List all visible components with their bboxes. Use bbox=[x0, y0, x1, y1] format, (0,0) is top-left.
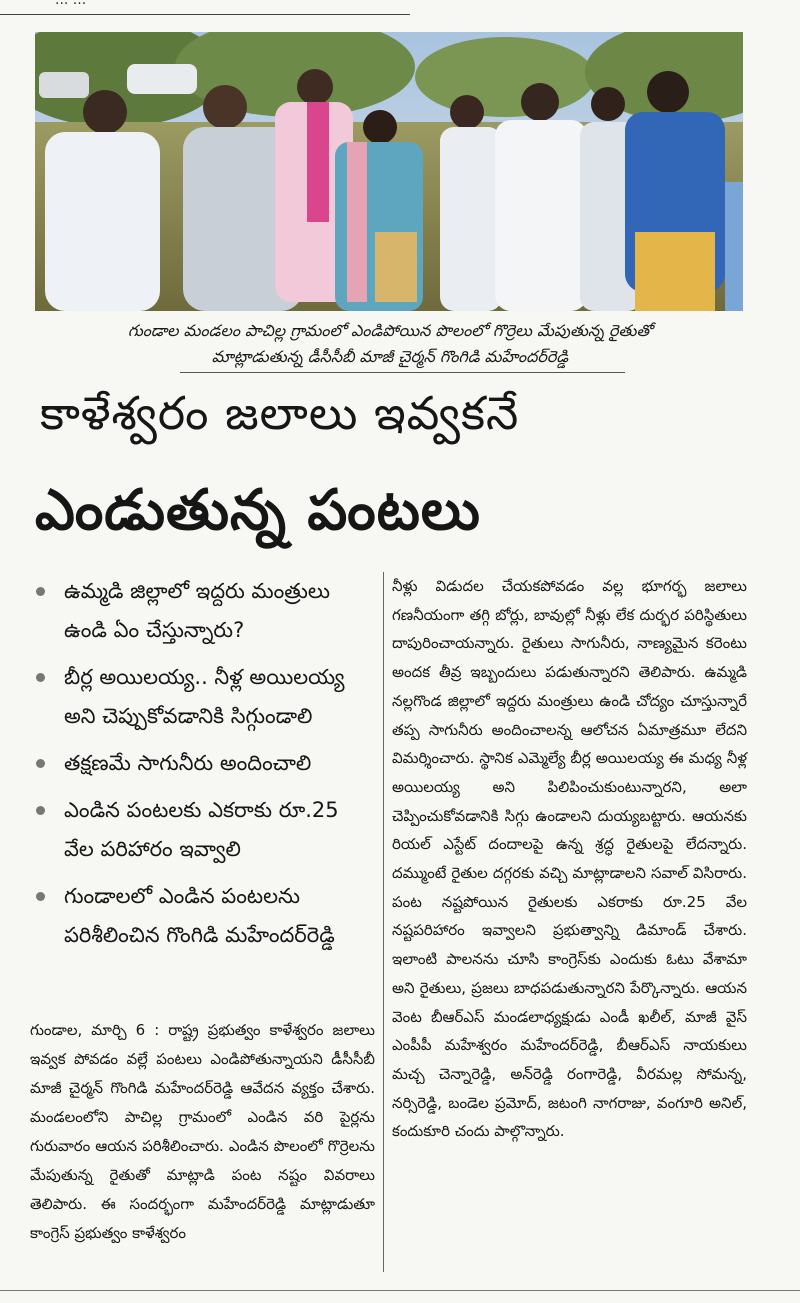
bullet-icon bbox=[36, 806, 45, 815]
highlight-text: ఉమ్మడి జిల్లాలో ఇద్దరు మంత్రులు ఉండి ఏం చేస్తున్నారు? bbox=[64, 579, 331, 642]
highlight-text: తక్షణమే సాగునీరు అందించాలి bbox=[64, 751, 312, 775]
article-body-left: గుండాల, మార్చి 6 : రాష్ట్ర ప్రభుత్వం కాళేశ్వరం జలాలు ఇవ్వక పోవడం వల్లే పంటలు ఎండిపోతున్నాయని డీసీసీబీ మాజీ చైర్మన్ గొంగిడి మహేందర్‌రెడ్డి ఆవేదన వ్యక్తం చేశారు. మండలంలోని పాచిల్ల గ్రామంలో ఎండిన వరి పైర్లను గురువారం ఆయన పరిశీలించారు. ఎండిన పొలంలో గొర్రెలను మేపుతున్న రైతుతో మాట్లాడి పంట నష్టం వివరాలు తెలిపారు. ఈ సందర్భంగా మహేందర్‌రెడ్డి మాట్లాడుతూ కాంగ్రెస్ ప్రభుత్వం కాళేశ్వరం bbox=[30, 1021, 375, 1242]
bullet-icon bbox=[36, 673, 45, 682]
news-photo bbox=[35, 32, 743, 311]
highlight-item bbox=[30, 658, 375, 736]
column-divider bbox=[383, 572, 384, 1272]
highlight-text: ఎండిన పంటలకు ఎకరాకు రూ.25 వేల పరిహారం ఇవ్వాలి bbox=[64, 798, 339, 861]
highlight-text: బీర్ల అయిలయ్య.. నీళ్ల అయిలయ్య అని చెప్పుకోవడానికి సిగ్గుండాలి bbox=[64, 665, 345, 728]
caption-line-1: గుండాల మండలం పాచిల్ల గ్రామంలో ఎండిపోయిన పొలంలో గొర్రెలు మేపుతున్న రైతుతో bbox=[127, 321, 653, 340]
top-cut-text bbox=[0, 0, 800, 14]
headline-kicker: కాళేశ్వరం జలాలు ఇవ్వకనే bbox=[40, 386, 520, 440]
highlight-item bbox=[30, 572, 375, 650]
highlight-item bbox=[30, 877, 375, 955]
bullet-icon bbox=[36, 892, 45, 901]
bullet-icon bbox=[36, 759, 45, 768]
article-body-right: నీళ్లు విడుదల చేయకపోవడం వల్ల భూగర్భ జలాలు గణనీయంగా తగ్గి బోర్లు, బావుల్లో నీళ్లు లేక దుర్భర పరిస్థితులు దాపురించాయన్నారు. రైతులు సాగునీరు, నాణ్యమైన కరెంటు అందక తీవ్ర ఇబ్బందులు పడుతున్నారని తెలిపారు. ఉమ్మడి నల్లగొండ జిల్లాలో ఇద్దరు మంత్రులు ఉండి చోద్యం చూస్తున్నారే తప్ప సాగునీరు అందించాలన్న ఆలోచన ఏమాత్రమూ లేదని విమర్శించారు. స్థానిక ఎమ్మెల్యే బీర్ల అయిలయ్య ఈ మధ్య నీళ్ల అయిలయ్య అని పిలిపించుకుంటున్నారని, అలా చెప్పించుకోవడానికి సిగ్గు ఉండాలని దుయ్యబట్టారు. ఆయనకు రియల్ ఎస్టేట్ దందాలపై ఉన్న శ్రద్ధ రైతులపై లేదన్నారు. దమ్ముంటే రైతుల దగ్గరకు వచ్చి మాట్లాడాలని సవాల్ విసిరారు. పంట నష్టపోయిన రైతులకు ఎకరాకు రూ.25 వేల నష్టపరిహారం ఇవ్వాలని ప్రభుత్వాన్ని డిమాండ్ చేశారు. ఇలాంటి పాలనను చూసి కాంగ్రెస్‌కు ఎందుకు ఓటు వేశామా అని రైతులు, ప్రజలు బాధపడుతున్నారని పేర్కొన్నారు. ఆయన వెంట బీఆర్‌ఎస్ మండలాధ్యక్షుడు ఎండీ ఖలీల్, మాజీ వైస్ ఎంపీపీ మహేశ్వరం మహేందర్‌రెడ్డి, బీఆర్‌ఎస్ నాయకులు మచ్చ చెన్నారెడ్డి, అన్‌రెడ్డి రంగారెడ్డి, వీరమల్ల సోమన్న, నర్సిరెడ్డి, బండెల ప్రమోద్, జటంగి నాగరాజు, వంగూరి అనిల్, కందుకూరి చందు పాల్గొన్నారు. bbox=[392, 577, 747, 1141]
caption-line-2: మాట్లాడుతున్న డీసీసీబీ మాజీ చైర్మన్ గొంగిడి మహేందర్‌రెడ్డి bbox=[211, 347, 569, 366]
photo-illustration bbox=[35, 32, 743, 311]
headline-main: ఎండుతున్న పంటలు bbox=[35, 478, 481, 543]
photo-caption bbox=[40, 318, 740, 370]
highlight-item bbox=[30, 791, 375, 869]
bullet-icon bbox=[36, 587, 45, 596]
bottom-rule bbox=[0, 1290, 800, 1291]
highlight-item bbox=[30, 744, 375, 783]
highlights-list bbox=[30, 572, 375, 963]
highlight-text: గుండాలలో ఎండిన పంటలను పరిశీలించిన గొంగిడి మహేందర్‌రెడ్డి bbox=[64, 884, 335, 947]
top-rule bbox=[0, 14, 410, 15]
top-fragment: ... ... bbox=[55, 0, 87, 8]
caption-divider bbox=[180, 372, 625, 373]
